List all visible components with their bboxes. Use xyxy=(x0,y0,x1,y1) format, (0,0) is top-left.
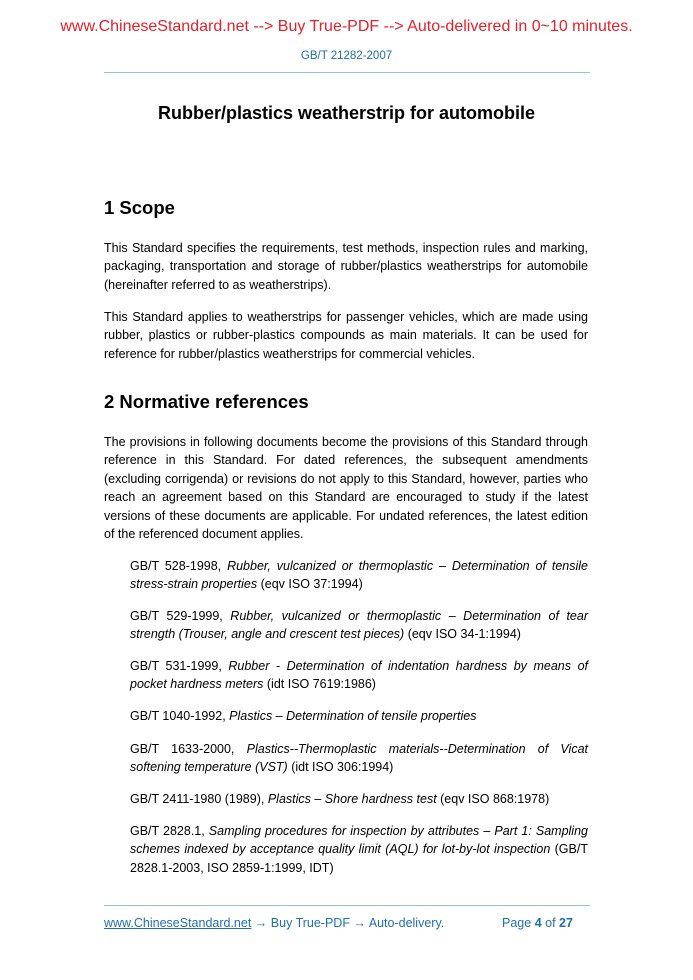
reference-code: GB/T 1040-1992, xyxy=(130,709,230,723)
reference-item xyxy=(130,607,588,644)
reference-code: GB/T 529-1999, xyxy=(130,609,231,623)
reference-note: (GB/T 2828.1-2003, ISO 2859-1:1999, IDT) xyxy=(130,842,588,875)
promo-banner[interactable]: www.ChineseStandard.net --> Buy True-PDF --> Auto-delivered in 0~10 minutes. xyxy=(60,18,633,35)
reference-title: Rubber - Determination of indentation hardness by means of pocket hardness meters xyxy=(130,659,588,692)
reference-note: (eqv ISO 37:1994) xyxy=(257,577,363,592)
footer-divider xyxy=(104,905,590,906)
standard-code: GB/T 21282-2007 xyxy=(300,50,393,62)
section-heading-normative-references: 2 Normative references xyxy=(104,391,309,412)
scope-paragraph-1: This Standard specifies the requirements, test methods, inspection rules and marking, packaging, transportation and storage of rubber/plastics weatherstrips for automobile (hereinafter referred to as weatherstrips). xyxy=(104,241,588,292)
reference-item xyxy=(130,657,588,694)
normative-references-intro: The provisions in following documents become the provisions of this Standard through reference in this Standard. For dated references, the subsequent amendments (excluding corrigenda) or revisions do not apply to this Standard, however, parties who reach an agreement based on this Standard are encouraged to study if the latest versions of these documents are applicable. For undated references, the latest edition of the referenced document applies. xyxy=(104,435,588,542)
reference-item xyxy=(130,790,588,808)
reference-note: (eqv ISO 34-1:1994) xyxy=(404,627,521,642)
reference-title: Sampling procedures for inspection by attributes – Part 1: Sampling schemes indexed by acceptance quality limit (AQL) for lot-by-lot inspection xyxy=(130,824,588,857)
reference-title: Rubber, vulcanized or thermoplastic – Determination of tear strength (Trouser, angle and crescent test pieces) xyxy=(130,609,588,642)
reference-note: (idt ISO 306:1994) xyxy=(287,760,394,775)
reference-item xyxy=(130,557,588,594)
reference-title: Rubber, vulcanized or thermoplastic – Determination of tensile stress-strain properties xyxy=(130,559,589,592)
page-label: Page xyxy=(502,916,532,930)
reference-note: (idt ISO 7619:1986) xyxy=(263,677,376,692)
scope-paragraph-2: This Standard applies to weatherstrips for passenger vehicles, which are made using rubber, plastics or rubber-plastics compounds as main materials. It can be used for reference for rubber/plastics weatherstrips for commercial vehicles. xyxy=(104,310,588,361)
footer-site-link[interactable]: www.ChineseStandard.net xyxy=(104,916,252,930)
section-heading-scope: 1 Scope xyxy=(104,197,175,218)
reference-title: Plastics – Shore hardness test xyxy=(267,792,437,806)
footer-auto-text: Auto-delivery. xyxy=(368,916,445,930)
reference-code: GB/T 528-1998, xyxy=(130,559,228,573)
footer-buy-text: Buy True-PDF xyxy=(270,916,350,930)
reference-code: GB/T 531-1999, xyxy=(130,659,229,673)
arrow-right-icon: → xyxy=(353,916,366,930)
header-divider xyxy=(104,72,590,73)
page-total: 27 xyxy=(559,916,573,930)
reference-code: GB/T 1633-2000, xyxy=(130,742,247,756)
page-of: of xyxy=(545,916,556,930)
reference-item xyxy=(130,822,588,877)
page-current: 4 xyxy=(534,916,542,930)
document-title: Rubber/plastics weatherstrip for automobile xyxy=(157,103,536,123)
reference-code: GB/T 2828.1, xyxy=(130,824,209,838)
reference-title: Plastics – Determination of tensile properties xyxy=(229,709,477,723)
reference-item xyxy=(130,740,588,777)
reference-code: GB/T 2411-1980 (1989), xyxy=(130,792,268,806)
reference-item xyxy=(130,707,588,725)
reference-title: Plastics--Thermoplastic materials--Determination of Vicat softening temperature (VST) xyxy=(130,742,588,775)
footer-links xyxy=(104,916,444,930)
reference-note: (eqv ISO 868:1978) xyxy=(436,792,550,806)
arrow-right-icon: → xyxy=(254,916,268,930)
page-number xyxy=(502,916,573,930)
